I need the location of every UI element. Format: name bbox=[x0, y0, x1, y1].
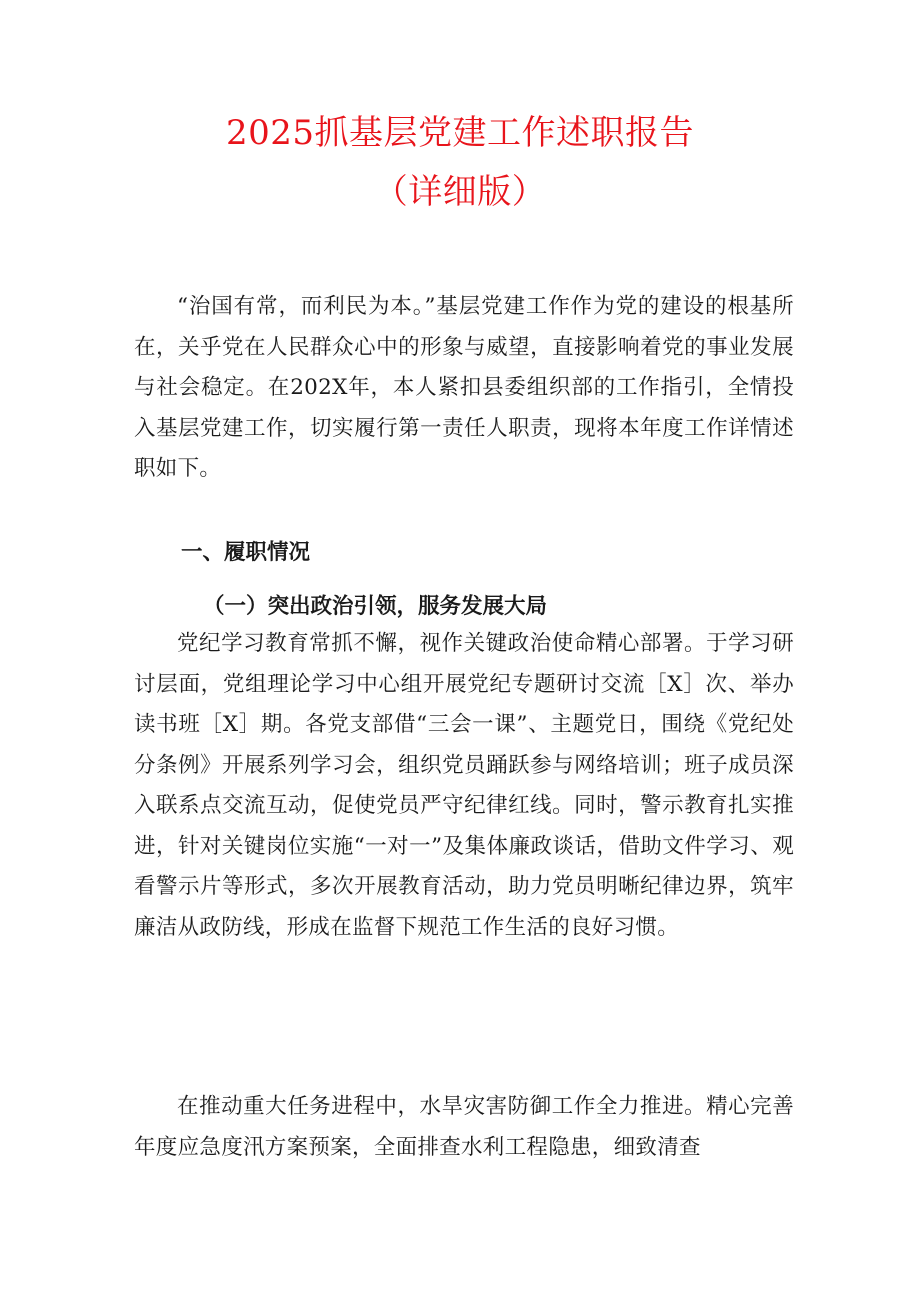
body-paragraph: 在推动重大任务进程中，水旱灾害防御工作全力推进。精心完善年度应急度汛方案预案，全面排查水利工程隐患，细致清查 bbox=[134, 1094, 794, 1160]
section-heading: 一、履职情况 bbox=[181, 540, 311, 565]
subsection-heading: （一）突出政治引领，服务发展大局 bbox=[203, 594, 548, 619]
document-title: 2025抓基层党建工作述职报告 bbox=[225, 113, 695, 153]
body-paragraph: 党纪学习教育常抓不懈，视作关键政治使命精心部署。于学习研讨层面，党组理论学习中心组开展党纪专题研讨交流［X］次、举办读书班［X］期。各党支部借“三会一课”、主题党日，围绕《党纪处分条例》开展系列学习会，组织党员踊跃参与网络培训；班子成员深入联系点交流互动，促使党员严守纪律红线。同时，警示教育扎实推进，针对关键岗位实施“一对一”及集体廉政谈话，借助文件学习、观看警示片等形式，多次开展教育活动，助力党员明晰纪律边界，筑牢廉洁从政防线，形成在监督下规范工作生活的良好习惯。 bbox=[134, 631, 794, 940]
intro-paragraph: “治国有常，而利民为本。”基层党建工作作为党的建设的根基所在，关乎党在人民群众心中的形象与威望，直接影响着党的事业发展与社会稳定。在202X年，本人紧扣县委组织部的工作指引，全情投入基层党建工作，切实履行第一责任人职责，现将本年度工作详情述职如下。 bbox=[134, 294, 794, 481]
document-subtitle: （详细版） bbox=[373, 172, 547, 212]
